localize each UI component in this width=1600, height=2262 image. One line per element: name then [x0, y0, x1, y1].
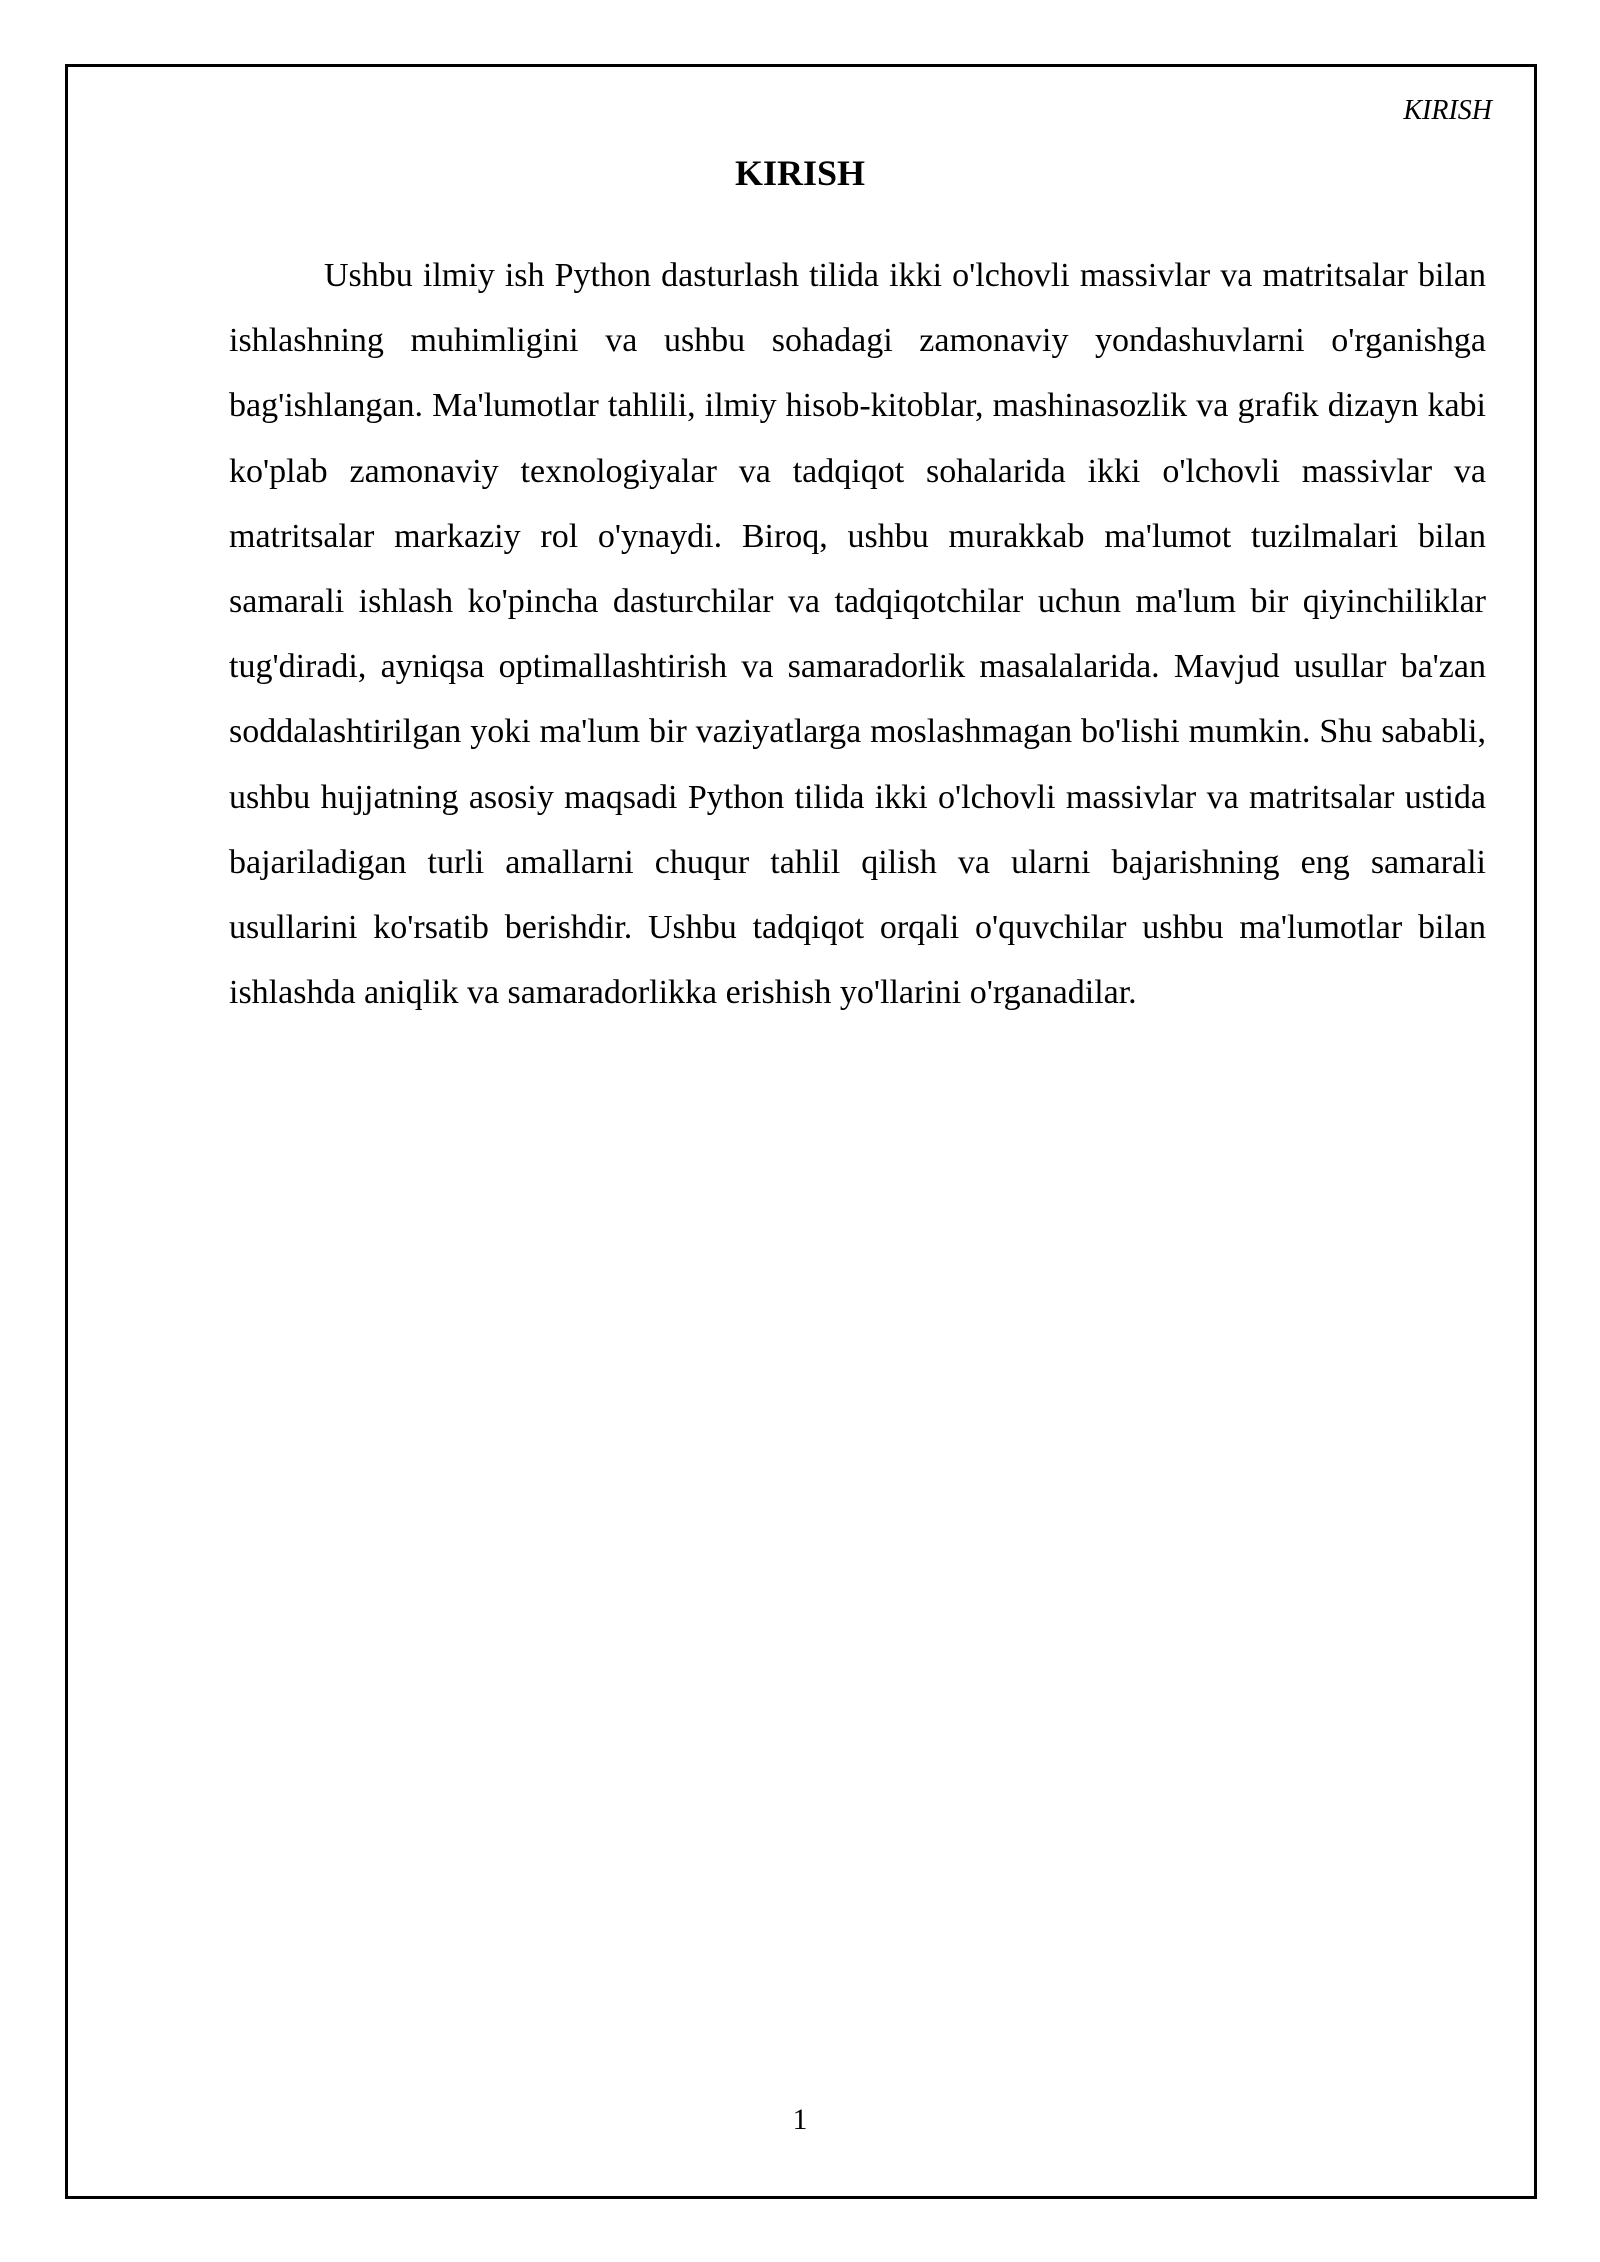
running-header: KIRISH	[1403, 95, 1492, 126]
page-title: KIRISH	[734, 153, 866, 193]
page-number: 1	[792, 2103, 808, 2136]
body-paragraph: Ushbu ilmiy ish Python dasturlash tilida ikki o'lchovli massivlar va matritsalar bilan ishlashning muhimligini va ushbu sohadagi zamonaviy yondashuvlarni o'rganishga bag'ishlangan. Ma'lumotlar tahlili, ilmiy hisob-kitoblar, mashinasozlik va grafik dizayn kabi ko'plab zamonaviy texnologiyalar va tadqiqot sohalarida ikki o'lchovli massivlar va matritsalar markaziy rol o'ynaydi. Biroq, ushbu murakkab ma'lumot tuzilmalari bilan samarali ishlash ko'pincha dasturchilar va tadqiqotchilar uchun ma'lum bir qiyinchiliklar tug'diradi, ayniqsa optimallashtirish va samaradorlik masalalarida. Mavjud usullar ba'zan soddalashtirilgan yoki ma'lum bir vaziyatlarga moslashmagan bo'lishi mumkin. Shu sababli, ushbu hujjatning asosiy maqsadi Python tilida ikki o'lchovli massivlar va matritsalar ustida bajariladigan turli amallarni chuqur tahlil qilish va ularni bajarishning eng samarali usullarini ko'rsatib berishdir. Ushbu tadqiqot orqali o'quvchilar ushbu ma'lumotlar bilan ishlashda aniqlik va samaradorlikka erishish yo'llarini o'rganadilar.	[229, 257, 1486, 1012]
